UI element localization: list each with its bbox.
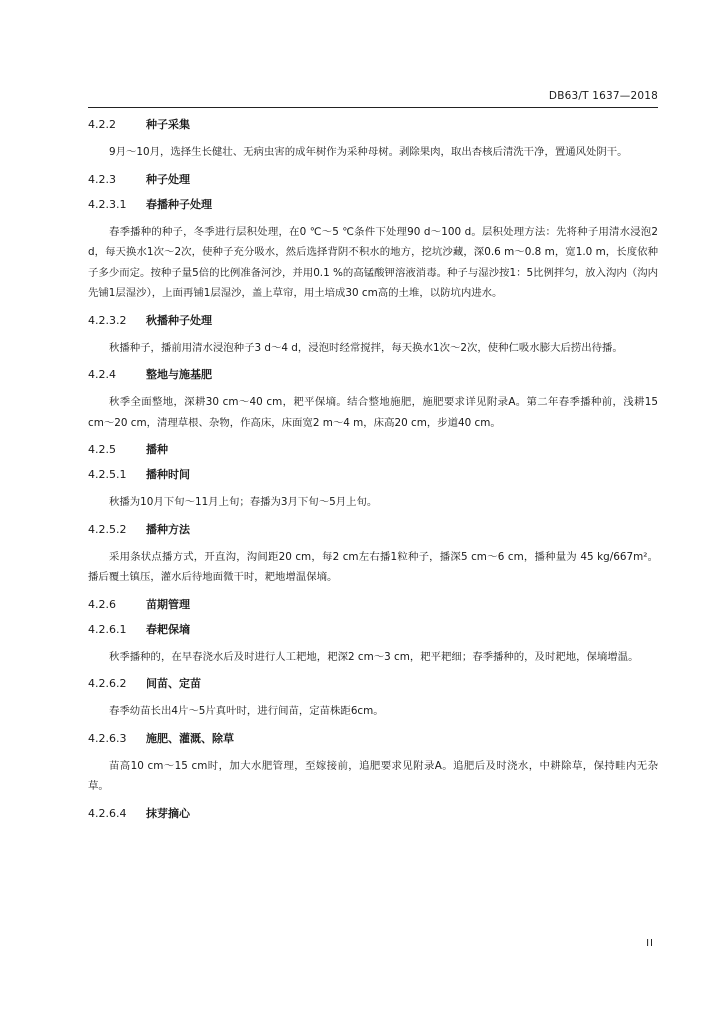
section-title: 种子采集: [146, 118, 190, 131]
paragraph-land-preparation: 秋季全面整地，深耕30 cm～40 cm，耙平保墒。结合整地施肥，施肥要求详见附录A。第二年春季播种前，浅耕15 cm～20 cm，清理草根、杂物，作高床，床面宽2 m～4 m，床高20 cm，步道40 cm。: [88, 396, 658, 429]
section-title: 间苗、定苗: [146, 677, 201, 690]
page-number: II: [646, 938, 654, 949]
section-number: 4.2.5.2: [88, 522, 127, 536]
section-heading-4-2-6: [88, 597, 658, 613]
section-title: 播种方法: [146, 522, 190, 536]
section-heading-4-2-6-2: [88, 676, 658, 692]
section-number: 4.2.3: [88, 172, 116, 186]
standard-code: DB63/T 1637—2018: [548, 90, 658, 102]
section-number: 4.2.5: [88, 443, 116, 456]
section-heading-4-2-5: [88, 442, 658, 458]
paragraph-sowing-time: 秋播为10月下旬～11月上旬；春播为3月下旬～5月上旬。: [109, 496, 378, 508]
paragraph-spring-harrowing: 秋季播种的，在早春浇水后及时进行人工耙地，耙深2 cm～3 cm，耙平耙细；春季播种的，及时耙地，保墒增温。: [109, 650, 639, 663]
section-title: 施肥、灌溉、除草: [146, 731, 234, 745]
section-heading-4-2-6-3: [88, 731, 658, 747]
section-number: 4.2.6: [88, 597, 116, 611]
section-title: 播种时间: [146, 468, 190, 481]
paragraph-thinning: 春季幼苗长出4片～5片真叶时，进行间苗，定苗株距6cm。: [109, 705, 384, 717]
paragraph-fertilizing-watering: 苗高10 cm～15 cm时，加大水肥管理，至嫁接前，追肥要求见附录A。追肥后及时浇水，中耕除草，保持畦内无杂草。: [88, 759, 658, 792]
section-title: 春耙保墒: [146, 622, 190, 636]
section-heading-4-2-3-1: [88, 197, 658, 213]
section-number: 4.2.6.4: [88, 806, 127, 820]
section-number: 4.2.6.2: [88, 677, 127, 690]
section-number: 4.2.5.1: [88, 468, 127, 481]
paragraph-sowing-method: 采用条状点播方式，开直沟，沟间距20 cm，每2 cm左右播1粒种子，播深5 cm～6 cm，播种量为 45 kg/667m²。播后覆土镇压，灌水后待地面微干时，耙地增温保墒。: [88, 550, 658, 583]
section-heading-4-2-5-1: [88, 467, 658, 483]
paragraph-spring-seed-treatment: 春季播种的种子，冬季进行层积处理，在0 ℃～5 ℃条件下处理90 d～100 d。层积处理方法：先将种子用清水浸泡2 d，每天换水1次～2次，使种子充分吸水，然后选择背阴不积水的地方，挖坑沙藏，深0.6 m～0.8 m，宽1.0 m，长度依种子多少而定。按种子量5倍的比例准备河沙，并用0.1 %的高锰酸钾溶液消毒。种子与湿沙按1：5比例拌匀，放入沟内（沟内先铺1层湿沙），上面再铺1层湿沙，盖上草帘，用土培成30 cm高的土堆，以防坑内进水。: [88, 225, 658, 299]
section-heading-4-2-3: [88, 172, 658, 188]
section-heading-4-2-3-2: [88, 313, 658, 329]
section-title: 整地与施基肥: [146, 368, 212, 381]
section-title: 播种: [146, 443, 168, 456]
section-title: 苗期管理: [146, 597, 190, 611]
section-number: 4.2.4: [88, 368, 116, 381]
section-title: 春播种子处理: [146, 197, 212, 211]
paragraph-autumn-seed-treatment: 秋播种子，播前用清水浸泡种子3 d～4 d，浸泡时经常搅拌，每天换水1次～2次，使种仁吸水膨大后捞出待播。: [109, 341, 623, 354]
section-title: 抹芽摘心: [146, 806, 190, 820]
paragraph-seed-collection: 9月～10月，选择生长健壮、无病虫害的成年树作为采种母树。剥除果肉，取出杏核后清洗干净，置通风处阴干。: [109, 146, 628, 158]
section-heading-4-2-5-2: [88, 522, 658, 538]
document-body: [88, 117, 658, 831]
header-rule: [88, 107, 658, 108]
section-heading-4-2-6-4: [88, 806, 658, 822]
section-number: 4.2.2: [88, 118, 116, 131]
section-heading-4-2-6-1: [88, 622, 658, 638]
section-heading-4-2-4: [88, 367, 658, 383]
section-title: 种子处理: [146, 172, 190, 186]
section-number: 4.2.6.3: [88, 731, 127, 745]
section-number: 4.2.3.1: [88, 197, 127, 211]
section-heading-4-2-2: [88, 117, 658, 133]
section-title: 秋播种子处理: [146, 313, 212, 327]
section-number: 4.2.3.2: [88, 313, 127, 327]
section-number: 4.2.6.1: [88, 622, 127, 636]
